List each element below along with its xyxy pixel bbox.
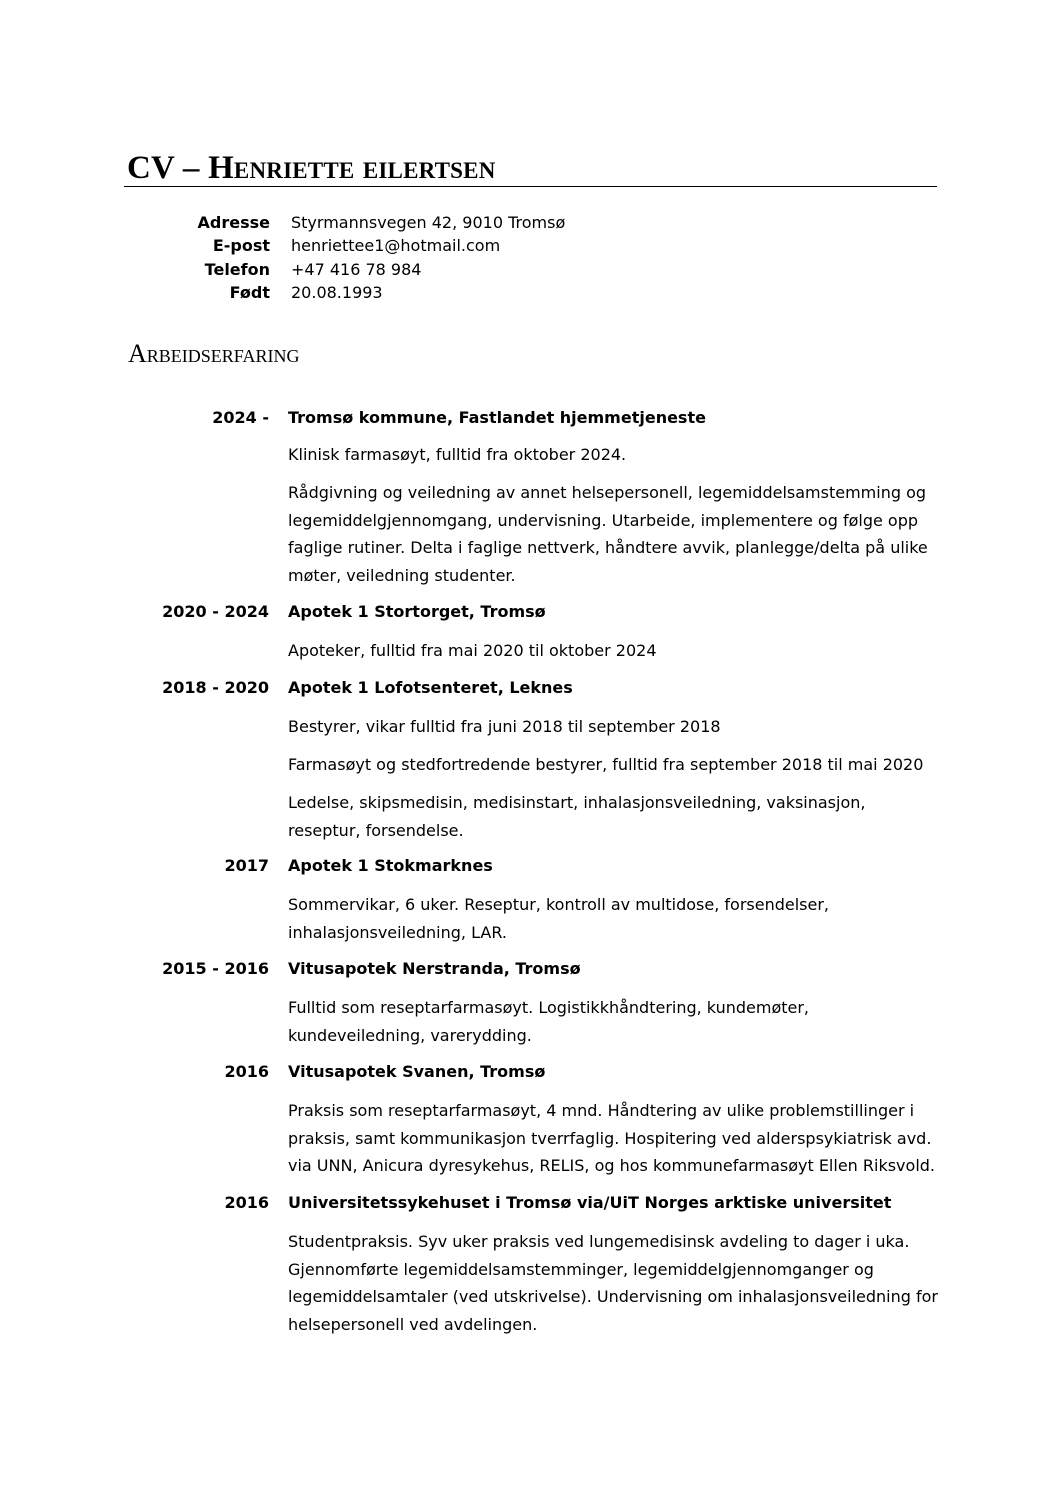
entry-years: 2024 -: [212, 408, 269, 427]
entry-employer: Vitusapotek Svanen, Tromsø: [288, 1062, 546, 1081]
contact-value: +47 416 78 984: [291, 260, 422, 279]
entry-years: 2018 - 2020: [162, 678, 269, 697]
entry-paragraph: Farmasøyt og stedfortredende bestyrer, fulltid fra september 2018 til mai 2020: [288, 755, 924, 774]
page-title: CV – Henriette eilertsen: [127, 150, 496, 186]
entry-paragraph: Ledelse, skipsmedisin, medisinstart, inhalasjonsveiledning, vaksinasjon, reseptur, forsendelse.: [288, 793, 866, 840]
entry-paragraph: Bestyrer, vikar fulltid fra juni 2018 til september 2018: [288, 717, 721, 736]
contact-row-birthdate: [0, 281, 1058, 305]
entry-employer: Apotek 1 Stortorget, Tromsø: [288, 602, 546, 621]
title-divider: [124, 186, 937, 187]
entry-employer: Universitetssykehuset i Tromsø via/UiT Norges arktiske universitet: [288, 1193, 892, 1212]
contact-row-address: [0, 211, 1058, 235]
entry-employer: Apotek 1 Stokmarknes: [288, 856, 493, 875]
section-heading-work-experience: Arbeidserfaring: [128, 339, 300, 368]
entry-paragraph: Sommervikar, 6 uker. Reseptur, kontroll av multidose, forsendelser, inhalasjonsveiledning, LAR.: [288, 895, 830, 942]
entry-paragraph: Klinisk farmasøyt, fulltid fra oktober 2024.: [288, 445, 627, 464]
entry-paragraph: Fulltid som reseptarfarmasøyt. Logistikkhåndtering, kundemøter, kundeveiledning, varerydding.: [288, 998, 810, 1045]
entry-years: 2016: [224, 1062, 269, 1081]
contact-value: 20.08.1993: [291, 283, 383, 302]
contact-row-email: [0, 234, 1058, 258]
entry-years: 2017: [224, 856, 269, 875]
contact-label: E-post: [212, 236, 270, 255]
entry-employer: Apotek 1 Lofotsenteret, Leknes: [288, 678, 573, 697]
entry-paragraph: Apoteker, fulltid fra mai 2020 til oktober 2024: [288, 641, 657, 660]
entry-years: 2020 - 2024: [162, 602, 269, 621]
entry-paragraph: Rådgivning og veiledning av annet helsepersonell, legemiddelsamstemming og legemiddelgjennomgang, undervisning. Utarbeide, implementere og følge opp faglige rutiner. Delta i faglige nettverk, håndtere avvik, planlegge/delta på ulike møter, veiledning studenter.: [288, 483, 928, 585]
entry-years: 2015 - 2016: [162, 959, 269, 978]
entry-paragraph: Studentpraksis. Syv uker praksis ved lungemedisinsk avdeling to dager i uka. Gjennomførte legemiddelsamstemminger, legemiddelgjennomganger og legemiddelsamtaler (ved utskrivelse). Undervisning om inhalasjonsveiledning for helsepersonell ved avdelingen.: [288, 1232, 938, 1334]
contact-value: henriettee1@hotmail.com: [291, 236, 501, 255]
contact-value: Styrmannsvegen 42, 9010 Tromsø: [291, 213, 566, 232]
entry-employer: Vitusapotek Nerstranda, Tromsø: [288, 959, 581, 978]
contact-label: Født: [229, 283, 270, 302]
contact-row-phone: [0, 258, 1058, 282]
entry-employer: Tromsø kommune, Fastlandet hjemmetjeneste: [288, 408, 706, 427]
contact-label: Telefon: [204, 260, 270, 279]
entry-years: 2016: [224, 1193, 269, 1212]
entry-paragraph: Praksis som reseptarfarmasøyt, 4 mnd. Håndtering av ulike problemstillinger i praksis, samt kommunikasjon tverrfaglig. Hospitering ved alderspsykiatrisk avd. via UNN, Anicura dyresykehus, RELIS, og hos kommunefarmasøyt Ellen Riksvold.: [288, 1101, 935, 1175]
contact-label: Adresse: [197, 213, 270, 232]
